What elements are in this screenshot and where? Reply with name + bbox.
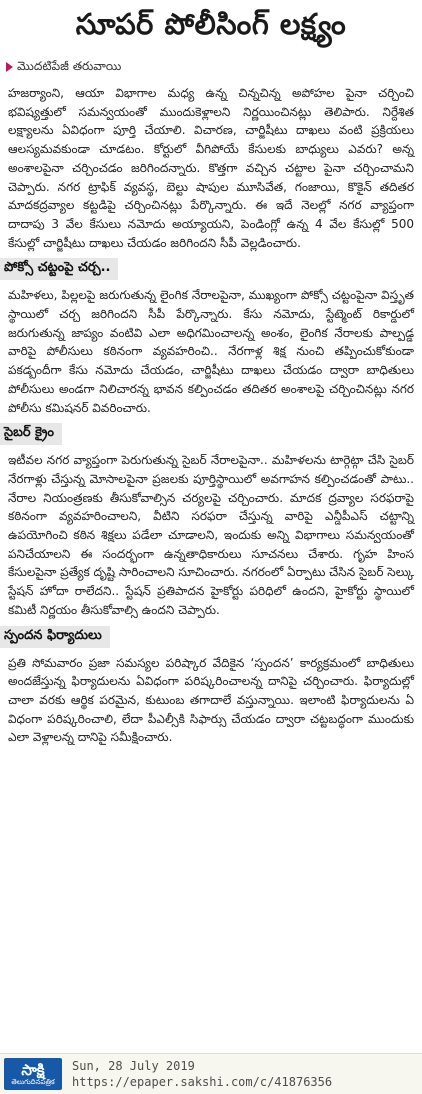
footer-info: [72, 1058, 332, 1090]
logo-subtext: తెలుగుదినపత్రిక: [11, 1077, 55, 1086]
section-heading-cyber-crime: సైబర్ క్రైం: [0, 423, 62, 445]
article-body: [0, 78, 422, 747]
section-paragraph: ఇటీవల నగర వ్యాప్తంగా పెరుగుతున్న సైబర్ నేరాలపైనా.. మహిళలను టార్గెట్గా చేసి సైబర్ నేరగాళ్లు చేస్తున్న మోసాలపైనా ప్రజలకు పూర్తిస్థాయిలో అవగాహన కల్పించడంతో పాటు.. నేరాల నియంత్రణకు తీసుకోవాల్సిన చర్యలపై చర్చించారు. మాదక ద్రవ్యాల సరఫరాపై కఠినంగా వ్యవహరించాలని, వీటిని సరఫరా చేస్తున్న వారిపై ఎన్డీపీఎస్ చట్టాన్ని ఉపయోగించి కఠిన శిక్షలు పడేలా చూడాలని, ఇందుకు అన్ని విభాగాలు సమన్వయంతో పనిచేయాలని ఈ సందర్భంగా ఉన్నతాధికారులు సూచనలు చేశారు. గృహ హింస కేసులపైనా ప్రత్యేక దృష్టి సారించాలని సూచించారు. నగరంలో ఏర్పాటు చేసిన సైబర్ సెల్కు స్టేషన్ హోదా రాలేదని.. స్టేషన్ ప్రతిపాదన హైకోర్టు పరిధిలో ఉందని, హైకోర్టు స్థాయిలో కమిటీ నిర్ణయం తీసుకోవాల్సి ఉందని చెప్పారు.: [8, 453, 415, 617]
sakshi-logo[interactable]: [4, 1058, 62, 1090]
logo-text: సాక్షి: [21, 1060, 45, 1079]
publication-date: Sun, 28 July 2019: [72, 1059, 195, 1073]
intro-paragraph: హజర్యాంని, ఆయా విభాగాల మధ్య ఉన్న చిన్నచిన్న అపోహల పైనా చర్చించి భవిష్యత్తులో సమన్వయంతో ముందుకెళ్లాలని నిర్ణయించినట్లు తెలిపారు. నిర్దేశిత లక్ష్యాలను ఏవిధంగా పూర్తి చేయాలి. విచారణ, చార్జిషీటు దాఖలు వంటి ప్రక్రియలు ఆలస్యమవకుండా చూడటం. కోర్టులో వీగిపోయే కేసులకు బాధ్యులు ఎవరు? అన్న అంశాలపైనా చర్చించడం జరిగిందన్నారు. కొత్తగా వచ్చిన చట్టాల పైనా చర్చించామని చెప్పారు. నగర ట్రాఫిక్ వ్యవస్థ, బెల్టు షాపుల మూసివేత, గంజాయి, కొకైన్ తదితర మాదకద్రవ్యాల కట్టడిపై చర్చించినట్లు పేర్కొన్నారు. ఈ ఇదే నెలల్లో నగర వ్యాప్తంగా దాదాపు 3 వేల కేసులు నమోదు అయ్యాయని, పెండింగ్లో ఉన్న 4 వేల కేసుల్లో 500 కేసుల్లో చార్జిషీటు దాఖలు చేయడం జరిగిందని సీపీ వెల్లడించారు.: [8, 86, 414, 250]
continued-from-front-page: [0, 56, 422, 78]
section-pocso: [4, 254, 414, 417]
epaper-url-link[interactable]: https://epaper.sakshi.com/c/41876356: [72, 1075, 333, 1089]
section-cyber-crime: [4, 419, 415, 619]
section-paragraph: మహిళలు, పిల్లలపై జరుగుతున్న లైంగిక నేరాలపైనా, ముఖ్యంగా పోక్సో చట్టంపైనా విస్తృత స్థాయిలో చర్చ జరిగిందని సీపీ పేర్కొన్నారు. కేసు నమోదు, స్టేట్మెంట్ రికార్డులో జరుగుతున్న జాప్యం వంటివి ఎలా అధిగమించాలన్న అంశం, లైంగిక నేరాలకు పాల్పడ్డ వారిపై పోలీసులు కఠినంగా వ్యవహరించి.. నేరగాళ్ల శిక్ష నుంచి తప్పించుకోకుండా పకడ్బందీగా కేసు నమోదు చేయడం, చార్జిషీటు దాఖలు చేయడం ద్వారా బాధితులు పోలీసులు అండగా నిలిచారన్న భావన కల్పించడం తదితర అంశాలపై చర్చించినట్లు నగర పోలీసు కమిషనర్ వివరించారు.: [8, 288, 414, 415]
triangle-marker-icon: [6, 62, 13, 72]
section-spandana: [4, 622, 414, 748]
section-paragraph: ప్రతి సోమవారం ప్రజా సమస్యల పరిష్కార వేదికైన ‘స్పందన’ కార్యక్రమంలో బాధితులు అందజేస్తున్న ఫిర్యాదులను ఏవిధంగా పరిష్కరించాలన్న దానిపై చర్చించారు. ఫిర్యాదుల్లో చాలా వరకు ఆర్థిక పరమైన, కుటుంబ తగాదాలే వస్తున్నాయి. ఇలాంటి ఫిర్యాదులను ఏ విధంగా పరిష్కరించాలి, లేదా పీఎల్సీకి సిఫార్సు చేయడం ద్వారా చట్టబద్ధంగా ముందుకు ఎలా వెళ్లాలన్న దానిపై సమీక్షించారు.: [8, 655, 414, 745]
epaper-footer: [0, 1053, 422, 1094]
section-heading-spandana: స్పందన ఫిర్యాదులు: [0, 626, 110, 648]
kicker-label: మొదటిపేజీ తరువాయి: [17, 58, 122, 73]
section-heading-pocso: పోక్సో చట్టంపై చర్చ..: [0, 258, 118, 280]
article-headline: సూపర్ పోలీసింగ్ లక్ష్యం: [75, 7, 347, 41]
